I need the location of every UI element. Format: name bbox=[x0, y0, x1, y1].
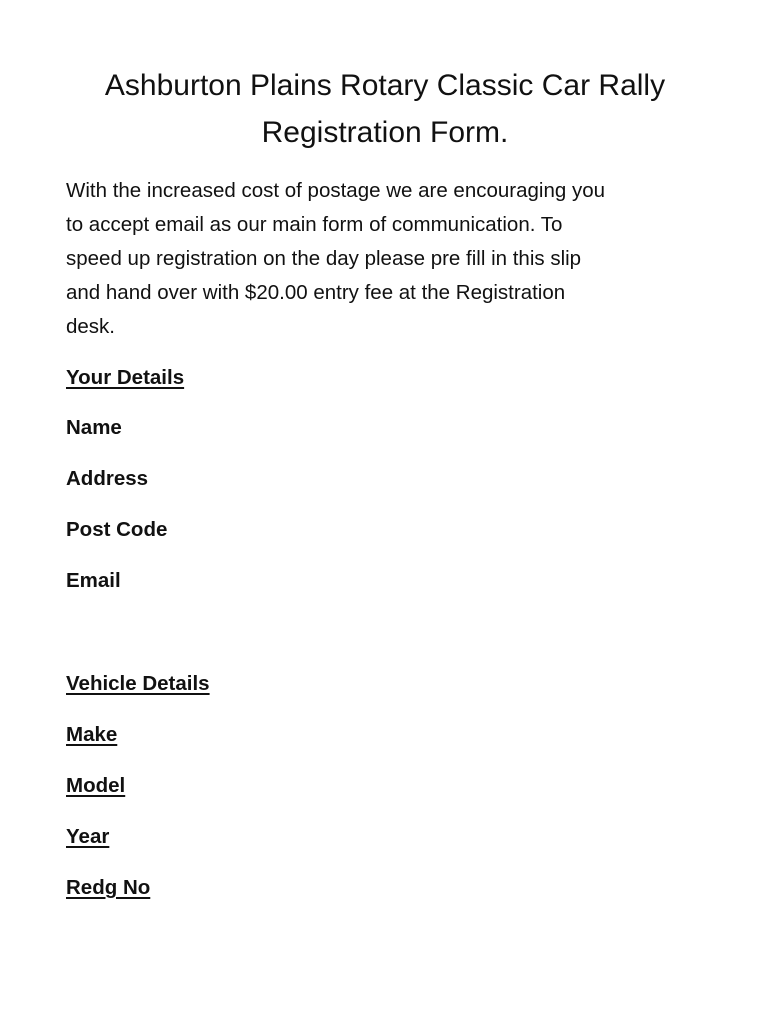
year-label: Year bbox=[66, 825, 110, 848]
intro-line: desk. bbox=[66, 315, 115, 338]
model-label: Model bbox=[66, 774, 126, 797]
your-details-heading: Your Details bbox=[66, 366, 185, 389]
form-title-line-2: Registration Form. bbox=[261, 116, 509, 149]
intro-line: speed up registration on the day please pre fill in this slip bbox=[66, 247, 582, 270]
make-label: Make bbox=[66, 723, 118, 746]
name-label: Name bbox=[66, 416, 122, 439]
intro-paragraph bbox=[66, 174, 706, 344]
vehicle-details-heading: Vehicle Details bbox=[66, 672, 210, 695]
email-label: Email bbox=[66, 569, 121, 592]
intro-line: and hand over with $20.00 entry fee at the Registration bbox=[66, 281, 566, 304]
intro-line: With the increased cost of postage we are encouraging you bbox=[66, 179, 606, 202]
form-title-line-1: Ashburton Plains Rotary Classic Car Rally bbox=[104, 69, 666, 102]
redg-no-label: Redg No bbox=[66, 876, 151, 899]
address-label: Address bbox=[66, 467, 149, 490]
postcode-label: Post Code bbox=[66, 518, 168, 541]
form-title bbox=[40, 62, 730, 156]
intro-line: to accept email as our main form of communication. To bbox=[66, 213, 563, 236]
